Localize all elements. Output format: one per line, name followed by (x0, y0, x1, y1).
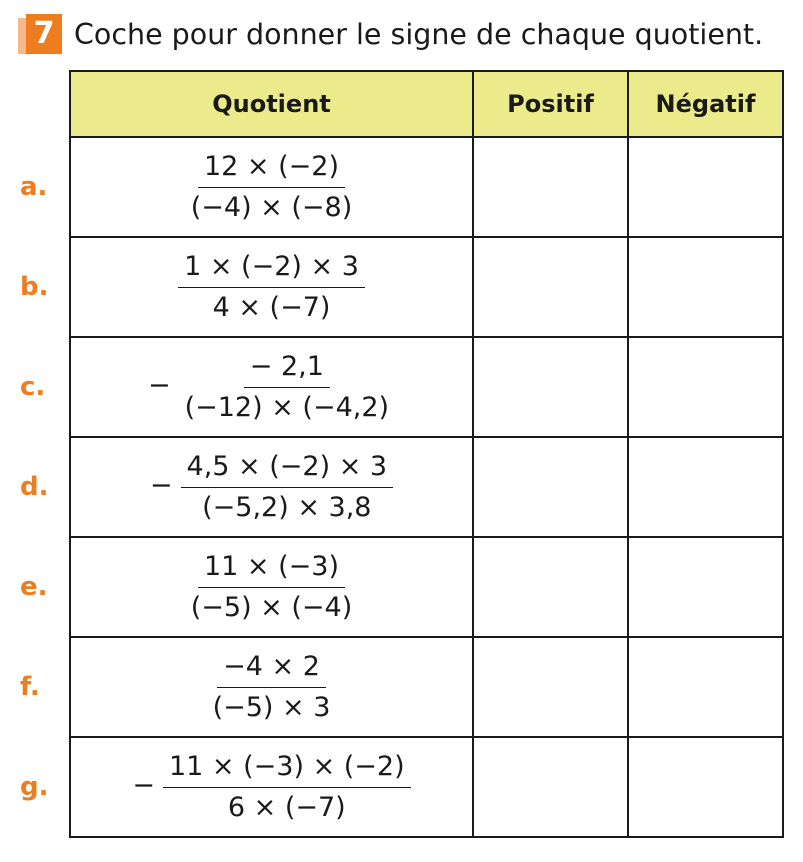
positif-checkbox-e[interactable] (473, 537, 628, 637)
quotient-cell (70, 137, 473, 237)
row-letter-c: c. (20, 372, 46, 402)
leading-minus: − (147, 369, 171, 401)
fraction (179, 350, 395, 425)
exercise-header (18, 12, 763, 56)
quotient-table (69, 70, 784, 838)
table-row (70, 337, 783, 437)
header-negatif: Négatif (628, 71, 783, 137)
table-row (70, 437, 783, 537)
row-letter-b: b. (20, 272, 49, 302)
negatif-checkbox-f[interactable] (628, 637, 783, 737)
fraction (185, 550, 359, 625)
row-letter-e: e. (20, 572, 48, 602)
positif-checkbox-g[interactable] (473, 737, 628, 837)
quotient-cell (70, 537, 473, 637)
fraction (207, 650, 337, 725)
fraction-numerator: − 2,1 (244, 350, 330, 388)
row-letter-g: g. (20, 772, 49, 802)
fraction-denominator: 4 × (−7) (212, 291, 331, 323)
leading-minus: − (149, 469, 173, 501)
fraction-denominator: (−5,2) × 3,8 (202, 491, 372, 523)
negatif-checkbox-c[interactable] (628, 337, 783, 437)
positif-checkbox-b[interactable] (473, 237, 628, 337)
fraction (181, 450, 394, 525)
fraction-denominator: 6 × (−7) (227, 791, 346, 823)
negatif-checkbox-b[interactable] (628, 237, 783, 337)
row-letter-a: a. (20, 172, 48, 202)
quotient-cell (70, 237, 473, 337)
row-letter-f: f. (20, 672, 40, 702)
negatif-checkbox-g[interactable] (628, 737, 783, 837)
quotient-cell (70, 737, 473, 837)
fraction-denominator: (−5) × 3 (212, 691, 331, 723)
fraction-numerator: 4,5 × (−2) × 3 (181, 450, 394, 488)
table-row (70, 737, 783, 837)
table-row (70, 537, 783, 637)
fraction-numerator: 1 × (−2) × 3 (178, 250, 365, 288)
exercise-number-badge (18, 14, 62, 54)
header-positif: Positif (473, 71, 628, 137)
fraction-numerator: 11 × (−3) (198, 550, 345, 588)
table-header-row (70, 71, 783, 137)
fraction (185, 150, 359, 225)
negatif-checkbox-d[interactable] (628, 437, 783, 537)
exercise-instruction: Coche pour donner le signe de chaque quotient. (74, 17, 764, 51)
negatif-checkbox-e[interactable] (628, 537, 783, 637)
table-row (70, 237, 783, 337)
fraction-denominator: (−4) × (−8) (190, 191, 353, 223)
quotient-cell (70, 637, 473, 737)
table-row (70, 637, 783, 737)
positif-checkbox-f[interactable] (473, 637, 628, 737)
quotient-cell (70, 337, 473, 437)
header-quotient: Quotient (70, 71, 473, 137)
positif-checkbox-c[interactable] (473, 337, 628, 437)
leading-minus: − (132, 769, 155, 801)
exercise-number: 7 (26, 14, 62, 54)
fraction-numerator: 12 × (−2) (198, 150, 345, 188)
table-row (70, 137, 783, 237)
fraction-numerator: 11 × (−3) × (−2) (163, 750, 411, 788)
negatif-checkbox-a[interactable] (628, 137, 783, 237)
row-letter-d: d. (20, 472, 49, 502)
fraction (178, 250, 365, 325)
positif-checkbox-d[interactable] (473, 437, 628, 537)
quotient-cell (70, 437, 473, 537)
positif-checkbox-a[interactable] (473, 137, 628, 237)
fraction (163, 750, 411, 825)
fraction-denominator: (−5) × (−4) (190, 591, 353, 623)
fraction-denominator: (−12) × (−4,2) (184, 391, 390, 423)
fraction-numerator: −4 × 2 (217, 650, 326, 688)
